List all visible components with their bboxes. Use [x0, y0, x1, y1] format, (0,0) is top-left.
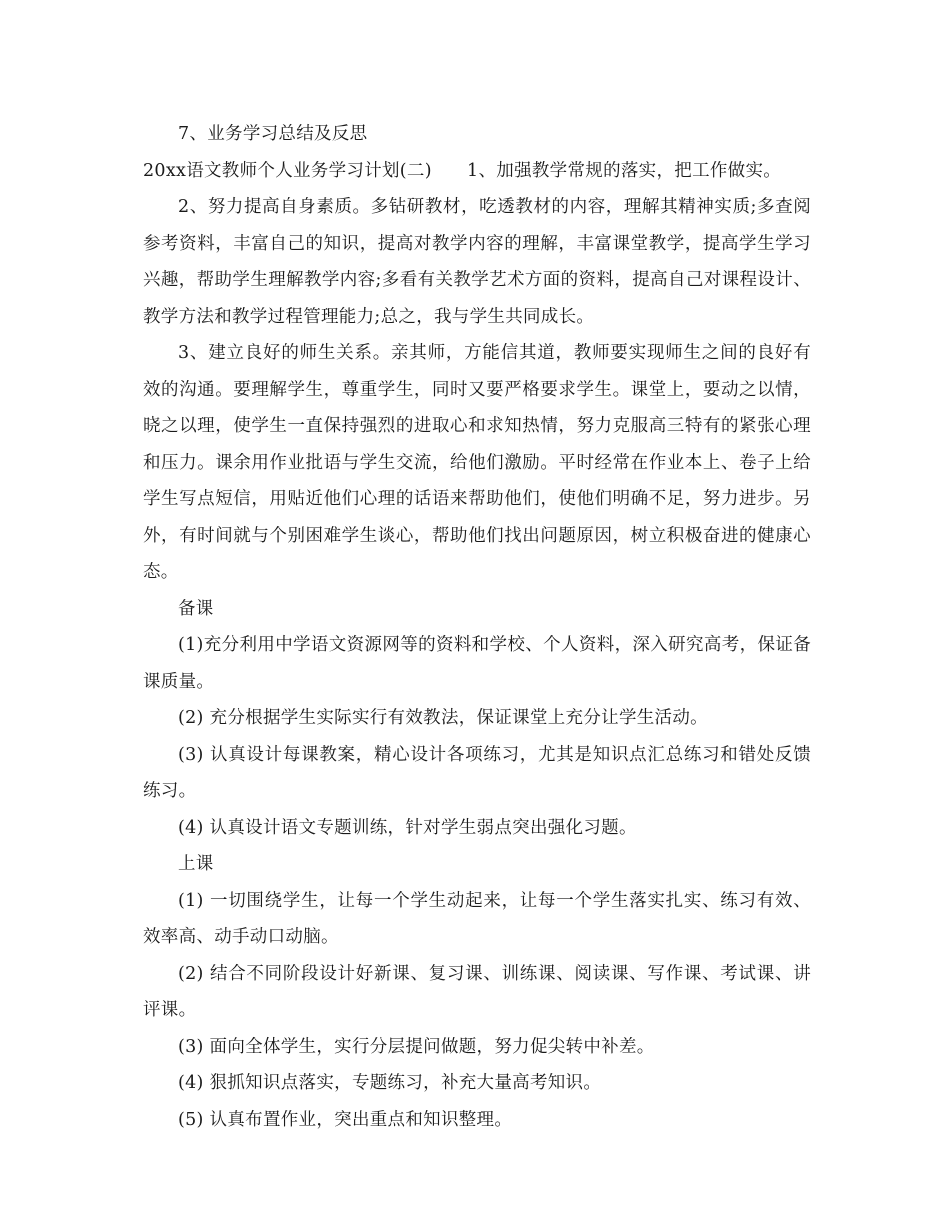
list-item-prep-4: (4) 认真设计语文专题训练，针对学生弱点突出强化习题。: [178, 817, 637, 838]
list-item-prep-1: (1)充分利用中学语文资源网等的资料和学校、个人资料，深入研究高考，保证备课质量。: [143, 635, 811, 692]
paragraph-item-3: 3、建立良好的师生关系。亲其师，方能信其道，教师要实现师生之间的良好有效的沟通。要理解学生，尊重学生，同时又要严格要求学生。课堂上，要动之以情，晓之以理，使学生一直保持强烈的进取心和求知热情，努力克服高三特有的紧张心理和压力。课余用作业批语与学生交流，给他们激励。平时经常在作业本上、卷子上给学生写点短信，用贴近他们心理的话语来帮助他们，使他们明确不足，努力进步。另外，有时间就与个别困难学生谈心，帮助他们找出问题原因，树立积极奋进的健康心态。: [143, 343, 811, 582]
list-item-class-3: (3) 面向全体学生，实行分层提问做题，努力促尖转中补差。: [178, 1036, 655, 1057]
document-body: [143, 116, 811, 1138]
heading-lesson-prep: 备课: [178, 598, 214, 619]
list-item-class-1: (1) 一切围绕学生，让每一个学生动起来，让每一个学生落实扎实、练习有效、效率高、动手动口动脑。: [143, 890, 811, 947]
paragraph-item-2: 2、努力提高自身素质。多钻研教材，吃透教材的内容，理解其精神实质;多查阅参考资料，丰富自己的知识，提高对教学内容的理解，丰富课堂教学，提高学生学习兴趣，帮助学生理解教学内容;多看有关教学艺术方面的资料，提高自己对课程设计、教学方法和教学过程管理能力;总之，我与学生共同成长。: [143, 197, 811, 327]
list-item-class-5: (5) 认真布置作业，突出重点和知识整理。: [178, 1109, 513, 1130]
list-item-prep-2: (2) 充分根据学生实际实行有效教法，保证课堂上充分让学生活动。: [178, 708, 708, 728]
list-item-class-4: (4) 狠抓知识点落实，专题练习，补充大量高考知识。: [178, 1073, 602, 1093]
paragraph-section-7-heading: 7、业务学习总结及反思: [178, 124, 368, 144]
heading-class: 上课: [178, 854, 214, 874]
paragraph-plan-title: 20xx语文教师个人业务学习计划(二) 1、加强教学常规的落实，把工作做实。: [143, 160, 782, 181]
list-item-prep-3: (3) 认真设计每课教案，精心设计各项练习，尤其是知识点汇总练习和错处反馈练习。: [143, 744, 811, 801]
list-item-class-2: (2) 结合不同阶段设计好新课、复习课、训练课、阅读课、写作课、考试课、讲评课。: [143, 963, 811, 1020]
